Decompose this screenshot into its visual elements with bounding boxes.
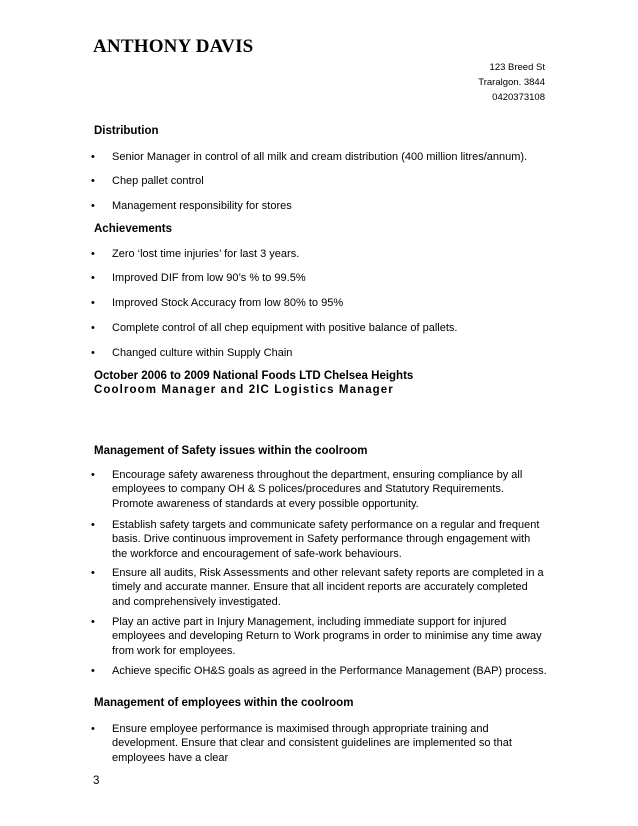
list-item: Zero ‘lost time injuries’ for last 3 years. xyxy=(112,248,300,260)
section-heading-distribution: Distribution xyxy=(94,125,159,137)
list-item: Establish safety targets and communicate safety performance on a regular and frequent basis. Drive continuous improvement in Safety performance through engagement with the workforce and encouragement of safe-work behaviours. xyxy=(112,519,540,560)
bullet: • xyxy=(91,347,95,359)
address-street: 123 Breed St xyxy=(489,62,545,73)
list-item: Achieve specific OH&S goals as agreed in the Performance Management (BAP) process. xyxy=(112,665,547,677)
address-suburb: Traralgon. 3844 xyxy=(478,77,545,88)
bullet: • xyxy=(91,567,95,579)
bullet: • xyxy=(91,200,95,212)
bullet: • xyxy=(91,723,95,735)
list-item: Changed culture within Supply Chain xyxy=(112,347,293,359)
section-heading-safety: Management of Safety issues within the coolroom xyxy=(94,445,368,457)
position-title: Coolroom Manager and 2IC Logistics Manager xyxy=(94,384,394,396)
list-item: Management responsibility for stores xyxy=(112,200,292,212)
bullet: • xyxy=(91,616,95,628)
bullet: • xyxy=(91,297,95,309)
bullet: • xyxy=(91,469,95,481)
bullet: • xyxy=(91,322,95,334)
list-item: Ensure all audits, Risk Assessments and other relevant safety reports are completed in a timely and accurate manner. Ensure that all incident reports are accurately completed and comprehensively investigated. xyxy=(112,567,544,608)
bullet: • xyxy=(91,151,95,163)
list-item: Encourage safety awareness throughout the department, ensuring compliance by all employees to company OH & S polices/procedures and Statutory Requirements. Promote awareness of standards at every possible opportunity. xyxy=(112,469,523,510)
bullet: • xyxy=(91,519,95,531)
resume-name: ANTHONY DAVIS xyxy=(93,36,254,57)
section-heading-achievements: Achievements xyxy=(94,223,172,235)
bullet: • xyxy=(91,665,95,677)
phone-number: 0420373108 xyxy=(492,92,545,103)
section-heading-employees: Management of employees within the coolroom xyxy=(94,697,354,709)
list-item: Ensure employee performance is maximised through appropriate training and development. Ensure that clear and consistent guidelines are implemented so that employees have a clear xyxy=(112,723,512,764)
list-item: Chep pallet control xyxy=(112,175,204,187)
bullet: • xyxy=(91,175,95,187)
position-dates-employer: October 2006 to 2009 National Foods LTD Chelsea Heights xyxy=(94,370,414,382)
list-item: Improved Stock Accuracy from low 80% to 95% xyxy=(112,297,344,309)
list-item: Improved DIF from low 90’s % to 99.5% xyxy=(112,272,306,284)
list-item: Complete control of all chep equipment with positive balance of pallets. xyxy=(112,322,458,334)
bullet: • xyxy=(91,272,95,284)
page-number: 3 xyxy=(93,775,100,787)
bullet: • xyxy=(91,248,95,260)
list-item: Play an active part in Injury Management, including immediate support for injured employees and developing Return to Work programs in order to minimise any time away from work for employees. xyxy=(112,616,542,657)
list-item: Senior Manager in control of all milk and cream distribution (400 million litres/annum). xyxy=(112,151,528,163)
